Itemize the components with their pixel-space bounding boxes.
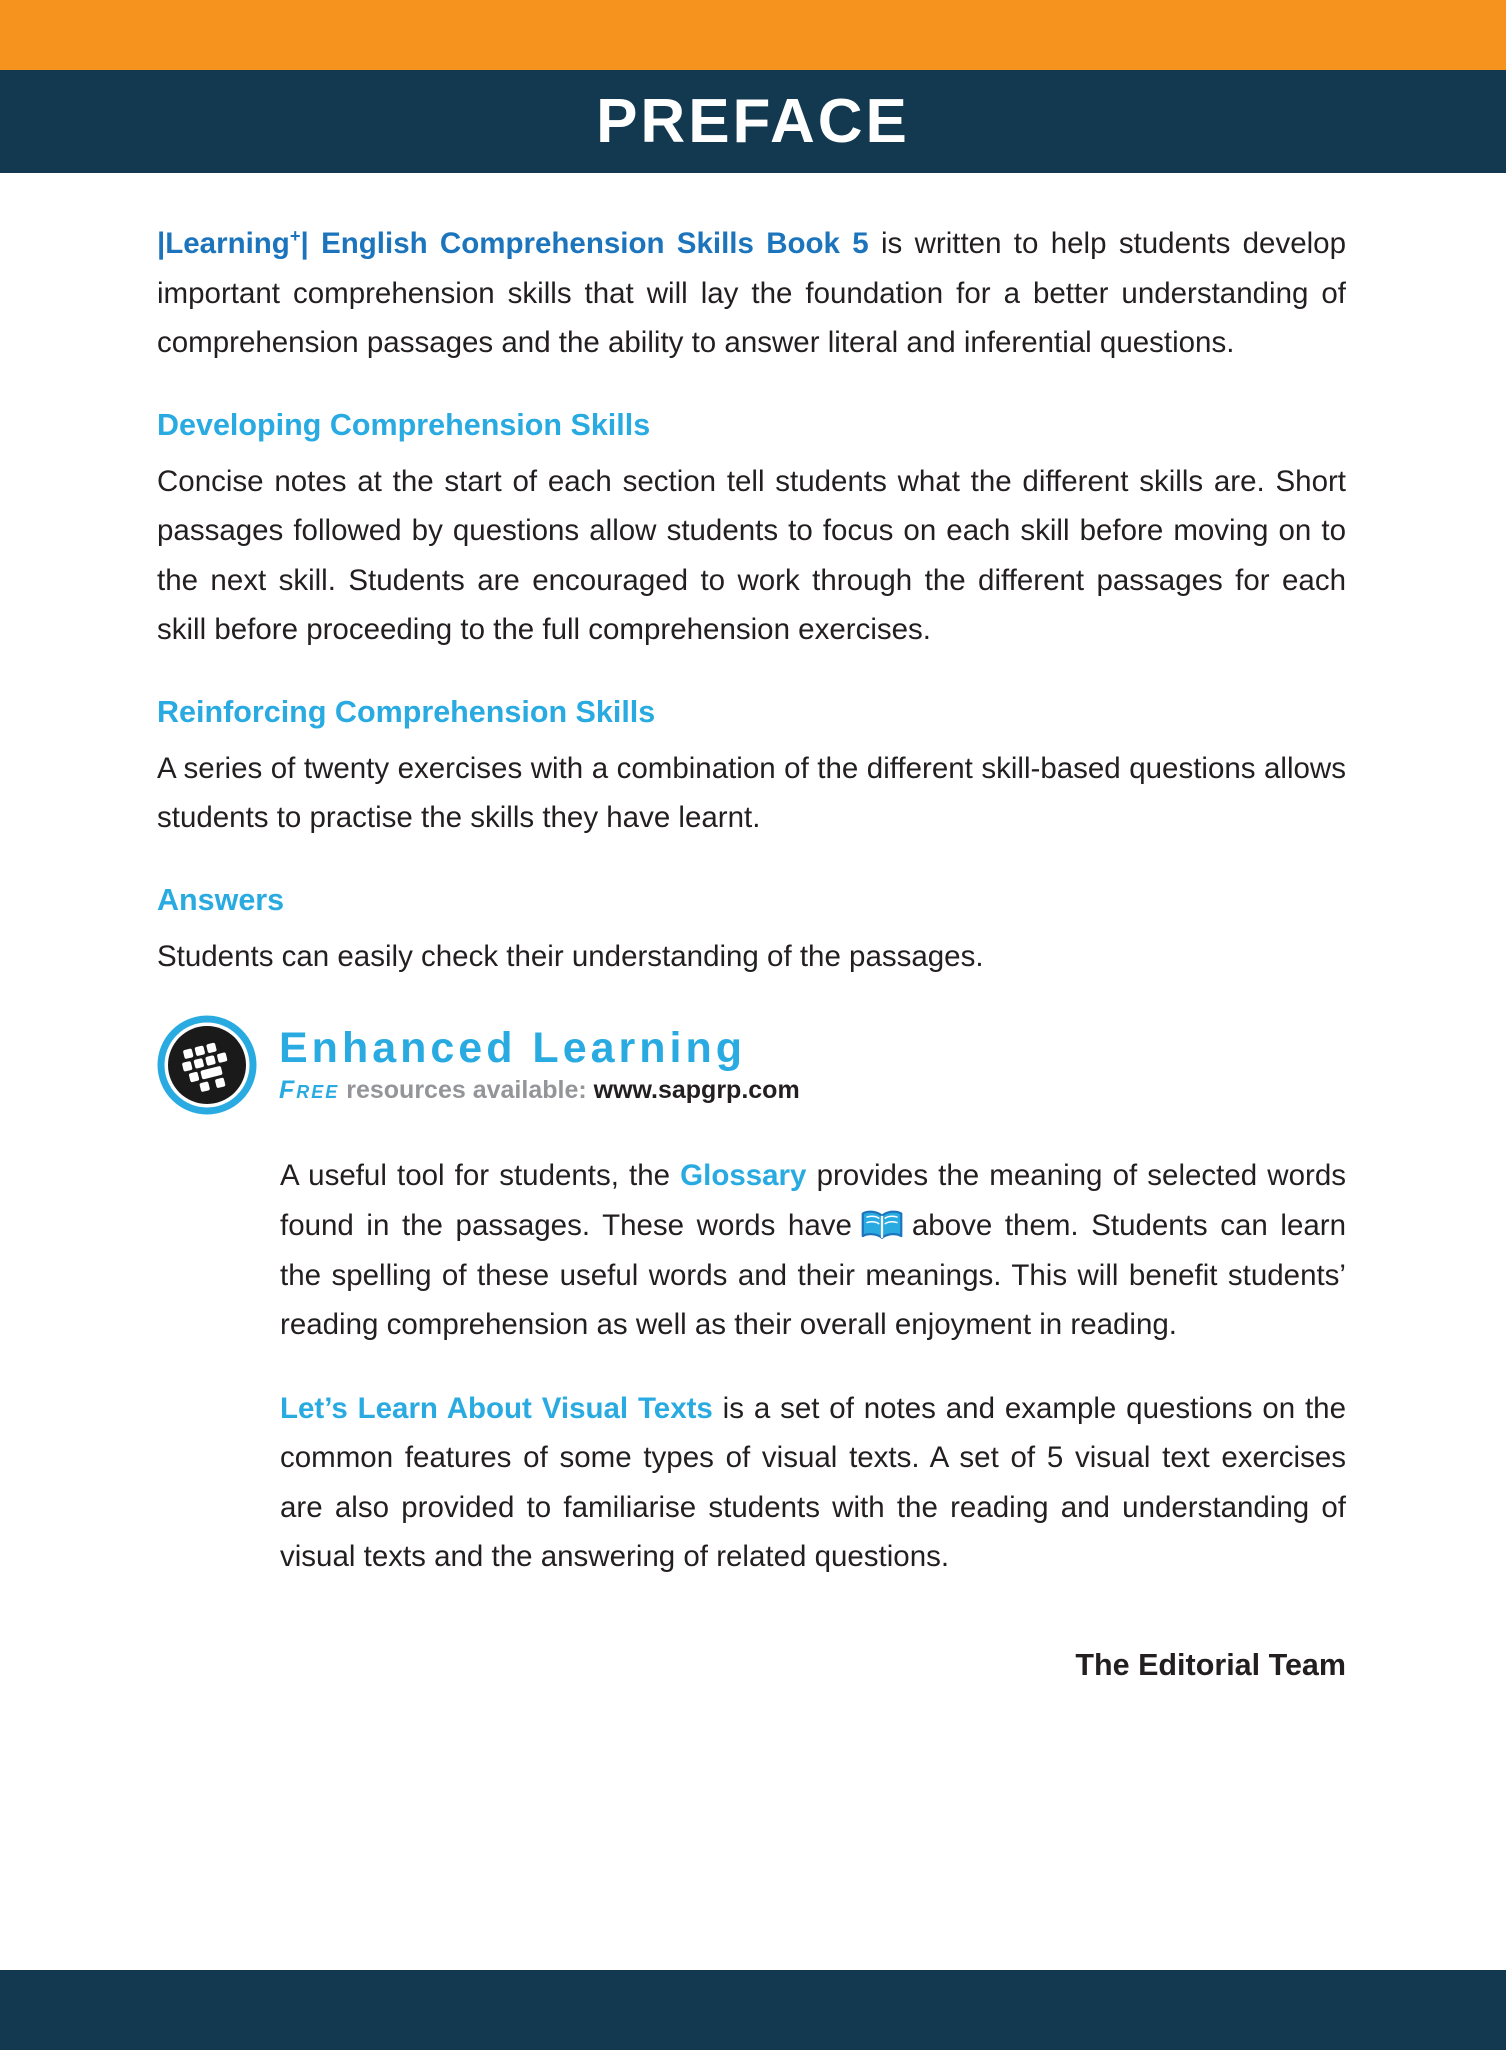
visual-texts-paragraph: Let’s Learn About Visual Texts is a set of notes and example questions on the common features of some types of visual texts. A set of 5 visual text exercises are also provided to familiarise students with the reading and understanding of visual texts and the answering of related questions. [280, 1391, 1346, 1574]
section-body-developing: Concise notes at the start of each section tell students what the different skills are. Short passages followed by questions allow students to focus on each skill before moving on to the next skill. Students are encouraged to work through the different passages for each skill before proceeding to the full comprehension exercises. [157, 464, 1346, 647]
glossary-paragraph: A useful tool for students, the Glossary provides the meaning of selected words found in the passages. These words have above them. Students can learn the spelling of these useful words and their meanings. This will benefit students’ reading comprehension as well as their overall enjoyment in reading. [280, 1159, 1346, 1342]
plus-superscript: + [289, 225, 301, 247]
resources-url: www.sapgrp.com [593, 1075, 800, 1104]
enhanced-learning-logo-icon [157, 1015, 257, 1115]
book-title-text: |Learning+| English Comprehension Skills Book 5 [157, 225, 869, 260]
section-heading-answers: Answers [157, 882, 285, 917]
enhanced-learning-title: Enhanced Learning [279, 1024, 747, 1073]
page-content [0, 173, 1506, 1683]
glossary-label: Glossary [680, 1159, 807, 1193]
section-heading-developing: Developing Comprehension Skills [157, 407, 651, 442]
bottom-navy-band [0, 1970, 1506, 2050]
section-body-answers: Students can easily check their understanding of the passages. [157, 939, 984, 973]
page-title: PREFACE [596, 87, 910, 156]
intro-paragraph [157, 219, 1346, 368]
open-book-icon [860, 1207, 904, 1239]
editorial-team-signature: The Editorial Team [1075, 1647, 1346, 1682]
section-heading-reinforcing: Reinforcing Comprehension Skills [157, 694, 656, 729]
section-body-reinforcing: A series of twenty exercises with a combination of the different skill-based questions allows students to practise the skills they have learnt. [157, 751, 1346, 835]
intro-text: is written to help students develop important comprehension skills that will lay the foundation for a better understanding of comprehension passages and the ability to answer literal and inferential questions. [157, 227, 1346, 360]
enhanced-learning-block [157, 1015, 1346, 1115]
top-orange-strip [0, 0, 1506, 70]
visual-texts-label: Let’s Learn About Visual Texts [280, 1391, 713, 1425]
enhanced-learning-subtitle [279, 1076, 800, 1105]
free-label: Free [279, 1075, 340, 1104]
resources-label: resources available: [346, 1075, 587, 1104]
preface-header-band [0, 70, 1506, 173]
enhanced-learning-text [279, 1026, 800, 1104]
